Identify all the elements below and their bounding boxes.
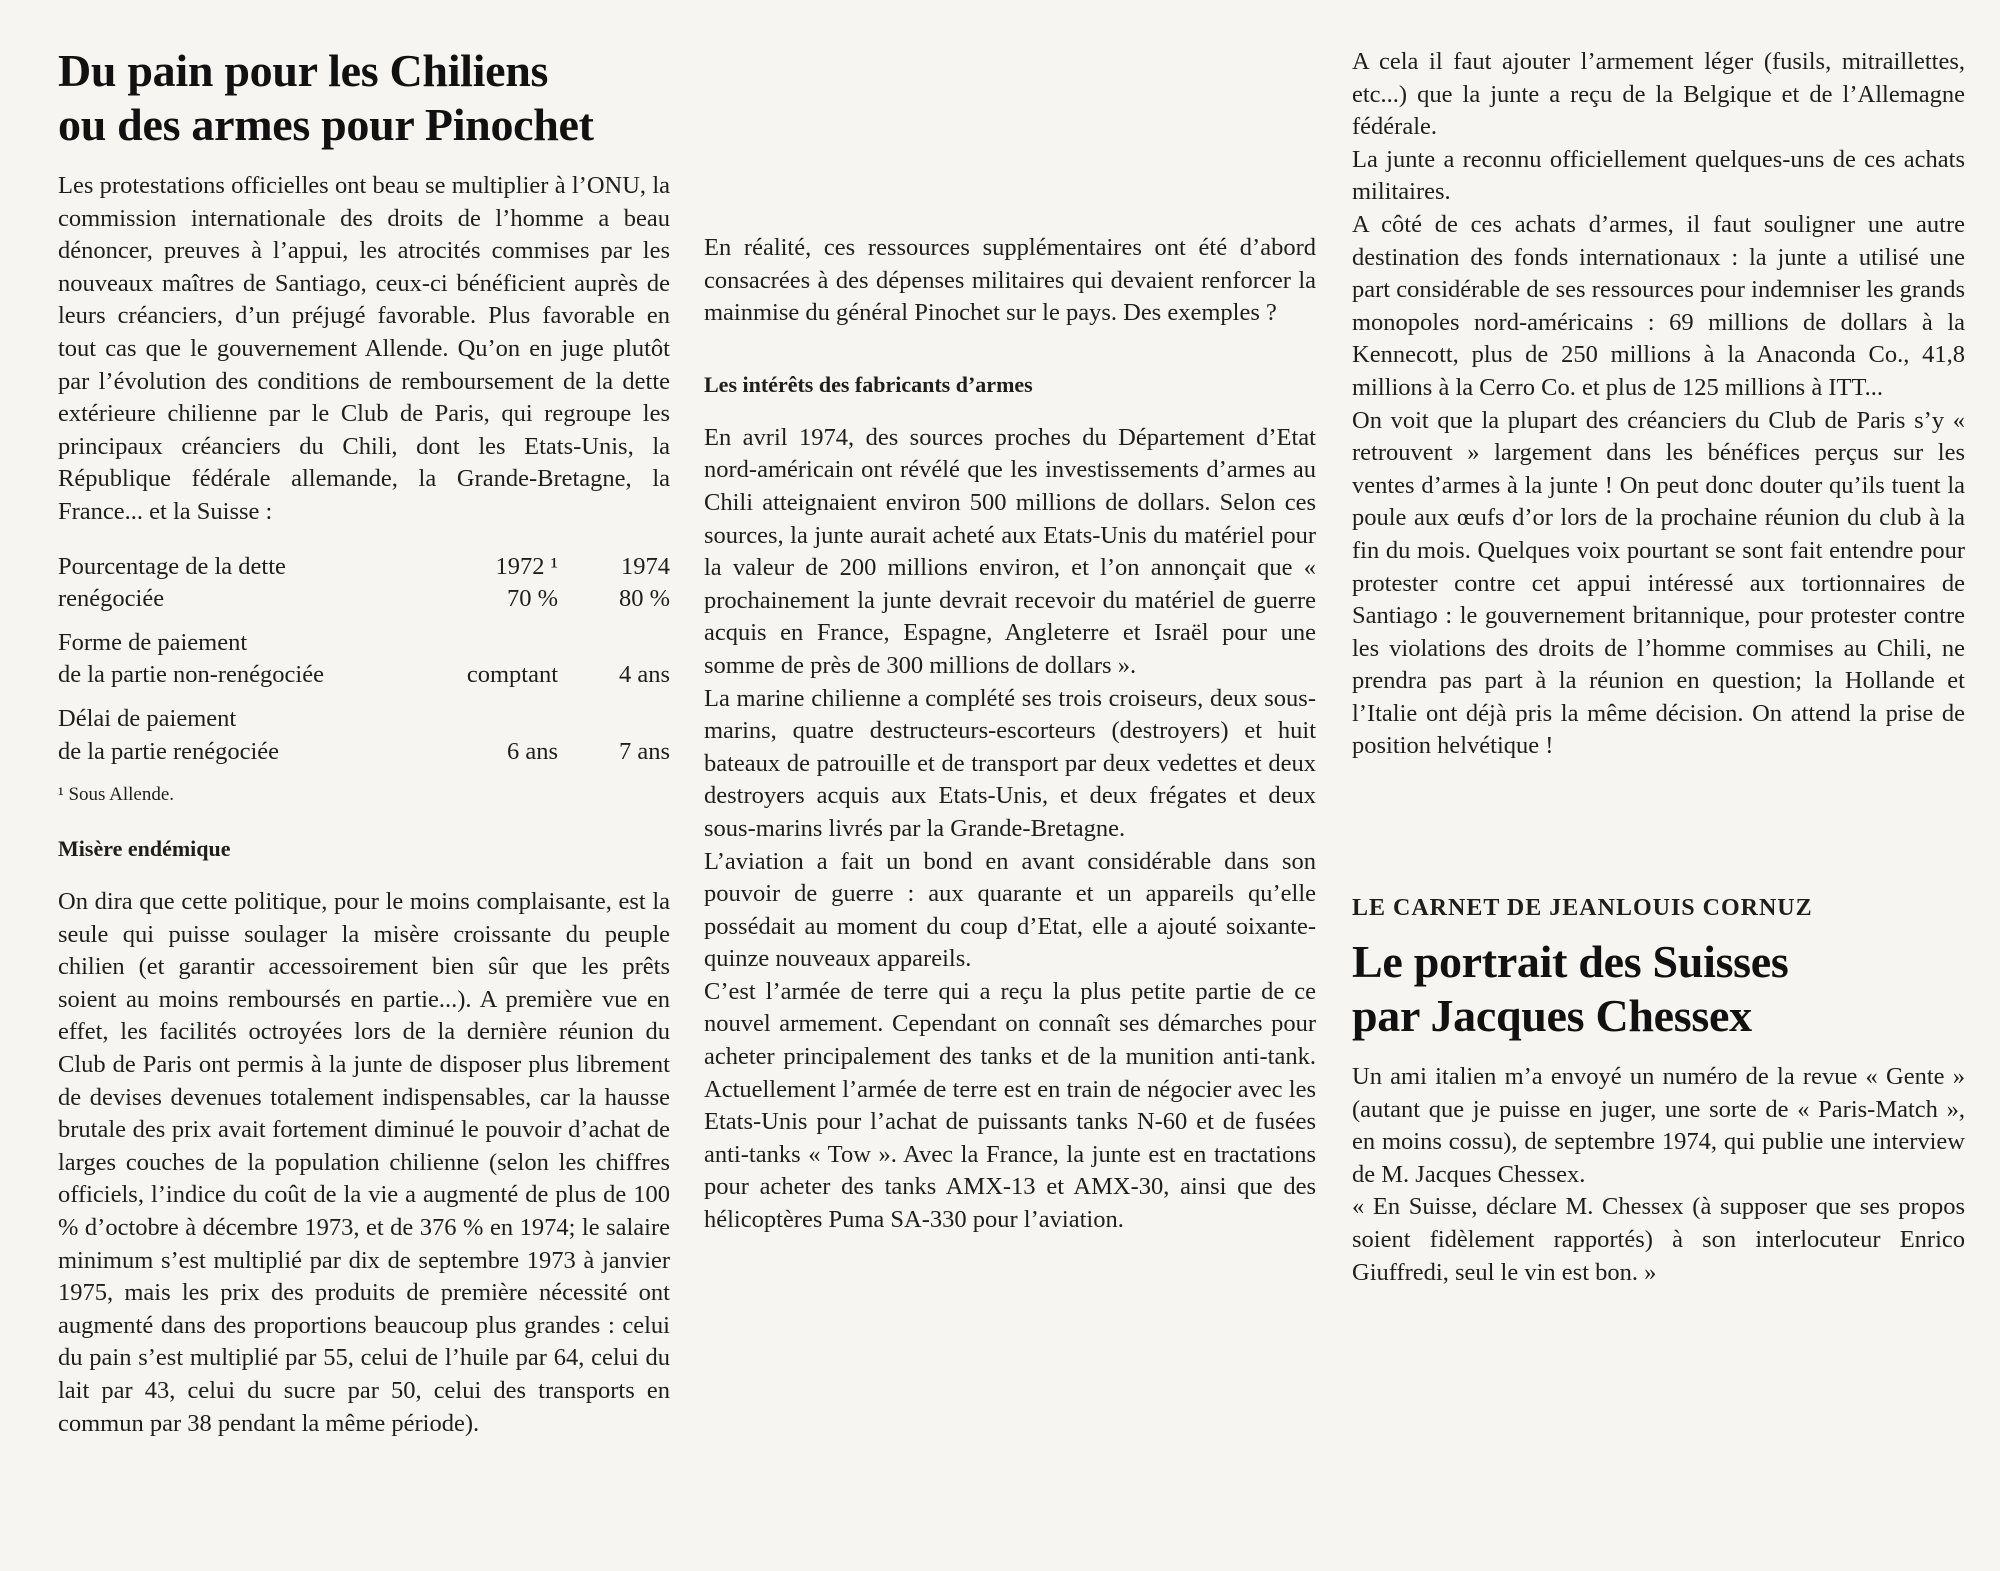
article-2-headline — [1352, 935, 1965, 1043]
paragraph-misere: On dira que cette politique, pour le moins complaisante, est la seule qui puisse soulager la misère croissante du peuple chilien (et garantir accessoirement bien sûr que les prêts soient au moins remboursés en partie...). A première vue en effet, les facilités octroyées lors de la dernière réunion du Club de Paris ont permis à la junte de disposer plus librement de devises devenues totalement indispensables, car la hausse brutale des prix avait fortement diminué le pouvoir d’achat de larges couches de la population chilienne (selon les chiffres officiels, l’indice du coût de la vie a augmenté de plus de 100 % d’octobre à décembre 1973, et de 376 % en 1974; le salaire minimum s’est multiplié par dix de septembre 1973 à janvier 1975, mais les prix des produits de première nécessité ont augmenté dans des proportions beaucoup plus grandes : celui du pain s’est multiplié par 55, celui de l’huile par 64, celui du lait par 43, celui du sucre par 50, celui des transports en commun par 38 pendant la même période). — [58, 888, 670, 1437]
headline-line-1: Du pain pour les Chiliens — [58, 45, 549, 96]
column-kicker: LE CARNET DE JEANLOUIS CORNUZ — [1352, 895, 1813, 922]
table-row — [58, 627, 670, 660]
table-cell: de la partie non-renégociée — [58, 661, 324, 689]
table-cell: de la partie renégociée — [58, 737, 280, 765]
headline-line-1: Le portrait des Suisses — [1352, 936, 1789, 988]
table-row — [58, 583, 670, 616]
table-header-1972: 1972 ¹ — [495, 552, 558, 580]
paragraph-conclusion: On voit que la plupart des créanciers du Club de Paris s’y « retrouvent » largement dans les bénéfices perçus sur les ventes d’armes à la junte ! On peut donc douter qu’ils tuent la poule aux œufs d’or lors de la prochaine réunion du club à la fin du mois. Quelques voix pourtant se sont fait entendre pour protester contre cet appui intéressé aux tortionnaires de Santiago : le gouvernement britannique, pour protester contre les violations des droits de l’homme commises au Chili, ne prendra pas part à la réunion en question; la Hollande et l’Italie ont déjà pris la même décision. On attend la prise de position helvétique ! — [1352, 406, 1965, 760]
article-1-headline — [58, 44, 670, 152]
table-cell: 6 ans — [506, 737, 558, 765]
table-row — [58, 736, 670, 769]
paragraph-ami-italien: Un ami italien m’a envoyé un numéro de la revue « Gente » (autant que je puisse en juger, une sorte de « Paris-Match », en moins cossu), de septembre 1974, qui publie une interview de M. Jacques Chessex. — [1352, 1063, 1965, 1188]
table-cell: 80 % — [618, 585, 670, 613]
intro-paragraph: Les protestations officielles ont beau se multiplier à l’ONU, la commission internationale des droits de l’homme a beau dénoncer, preuves à l’appui, les atrocités commises par les nouveaux maîtres de Santiago, ceux-ci bénéficient auprès de leurs créanciers, d’un préjugé favorable. Plus favorable en tout cas que le gouvernement Allende. Qu’on en juge plutôt par l’évolution des conditions de remboursement de la dette extérieure chilienne par le Club de Paris, qui regroupe les principaux créanciers du Chili, dont les Etats-Unis, la République fédérale allemande, la Grande-Bretagne, la France... et la Suisse : — [58, 172, 670, 525]
paragraph-avril: En avril 1974, des sources proches du Département d’Etat nord-américain ont révélé que les investissements d’armes au Chili atteignaient environ 500 millions de dollars. Selon ces sources, la junte aurait acheté aux Etats-Unis du matériel pour la valeur de 200 millions environ, et l’on annonçait que « prochainement la junte devrait recevoir du matériel de guerre acquis en France, Espagne, Angleterre et Israël pour une somme de près de 300 millions de dollars ». — [704, 423, 1316, 679]
paragraph-leger: A cela il faut ajouter l’armement léger (fusils, mitraillettes, etc...) que la junte a reçu de la Belgique et de l’Allemagne fédérale. — [1352, 48, 1965, 141]
table-row — [58, 551, 670, 584]
paragraph-marine: La marine chilienne a complété ses trois croiseurs, deux sous-marins, quatre destructeurs-escorteurs (destroyers) et huit bateaux de patrouille et de transport par deux vedettes et deux destroyers acquis aux Etats-Unis, et deux frégates et deux sous-marins livrés par la Grande-Bretagne. — [704, 684, 1316, 842]
headline-line-2: par Jacques Chessex — [1352, 990, 1752, 1042]
column-1 — [58, 0, 670, 1440]
table-footnote: ¹ Sous Allende. — [58, 784, 175, 806]
table-cell: 4 ans — [618, 661, 670, 689]
table-row — [58, 703, 670, 736]
paragraph-achats: A côté de ces achats d’armes, il faut souligner une autre destination des fonds internationaux : la junte a utilisé une part considérable de ses ressources pour indemniser les grands monopoles nord-américains : 69 millions de dollars à la Kennecott, plus de 250 millions à la Anaconda Co., 41,8 millions à la Cerro Co. et plus de 125 millions à ITT... — [1352, 210, 1965, 401]
debt-table — [58, 551, 670, 769]
table-cell: Délai de paiement — [58, 704, 237, 732]
subhead-misere: Misère endémique — [58, 836, 231, 862]
paragraph-citation: « En Suisse, déclare M. Chessex (à supposer que ses propos soient fidèlement rapportés) à son interlocuteur Enrico Giuffredi, seul le vin est bon. » — [1352, 1193, 1965, 1286]
table-cell: Forme de paiement — [58, 628, 248, 656]
paragraph-reconnu: La junte a reconnu officiellement quelques-uns de ces achats militaires. — [1352, 145, 1965, 206]
table-cell: 7 ans — [618, 737, 670, 765]
paragraph-aviation: L’aviation a fait un bond en avant considérable dans son pouvoir de guerre : aux quarante et un appareils qu’elle possédait au moment du coup d’Etat, elle a ajouté soixante-quinze nouveaux appareils. — [704, 847, 1316, 973]
table-cell: 70 % — [506, 585, 558, 613]
table-cell: comptant — [466, 661, 558, 689]
column-2 — [704, 0, 1316, 1237]
headline-line-2: ou des armes pour Pinochet — [58, 99, 594, 150]
paragraph-realite: En réalité, ces ressources supplémentaires ont été d’abord consacrées à des dépenses militaires qui devaient renforcer la mainmise du général Pinochet sur le pays. Des exemples ? — [704, 234, 1316, 327]
table-cell: renégociée — [58, 585, 165, 613]
paragraph-terre: C’est l’armée de terre qui a reçu la plus petite partie de ce nouvel armement. Cependant on connaît ses démarches pour acheter principalement des tanks et de la munition anti-tank. Actuellement l’armée de terre est en train de négocier avec les Etats-Unis pour l’achat de puissants tanks N-60 et de fusées anti-tanks « Tow ». Avec la France, la junte est en tractations pour acheter des tanks AMX-13 et AMX-30, ainsi que des hélicoptères Puma SA-330 pour l’aviation. — [704, 977, 1316, 1234]
subhead-fabricants: Les intérêts des fabricants d’armes — [704, 371, 1033, 397]
column-3 — [1352, 0, 1965, 1289]
table-header-1974: 1974 — [621, 552, 670, 580]
table-row — [58, 659, 670, 692]
table-cell: Pourcentage de la dette — [58, 552, 286, 580]
